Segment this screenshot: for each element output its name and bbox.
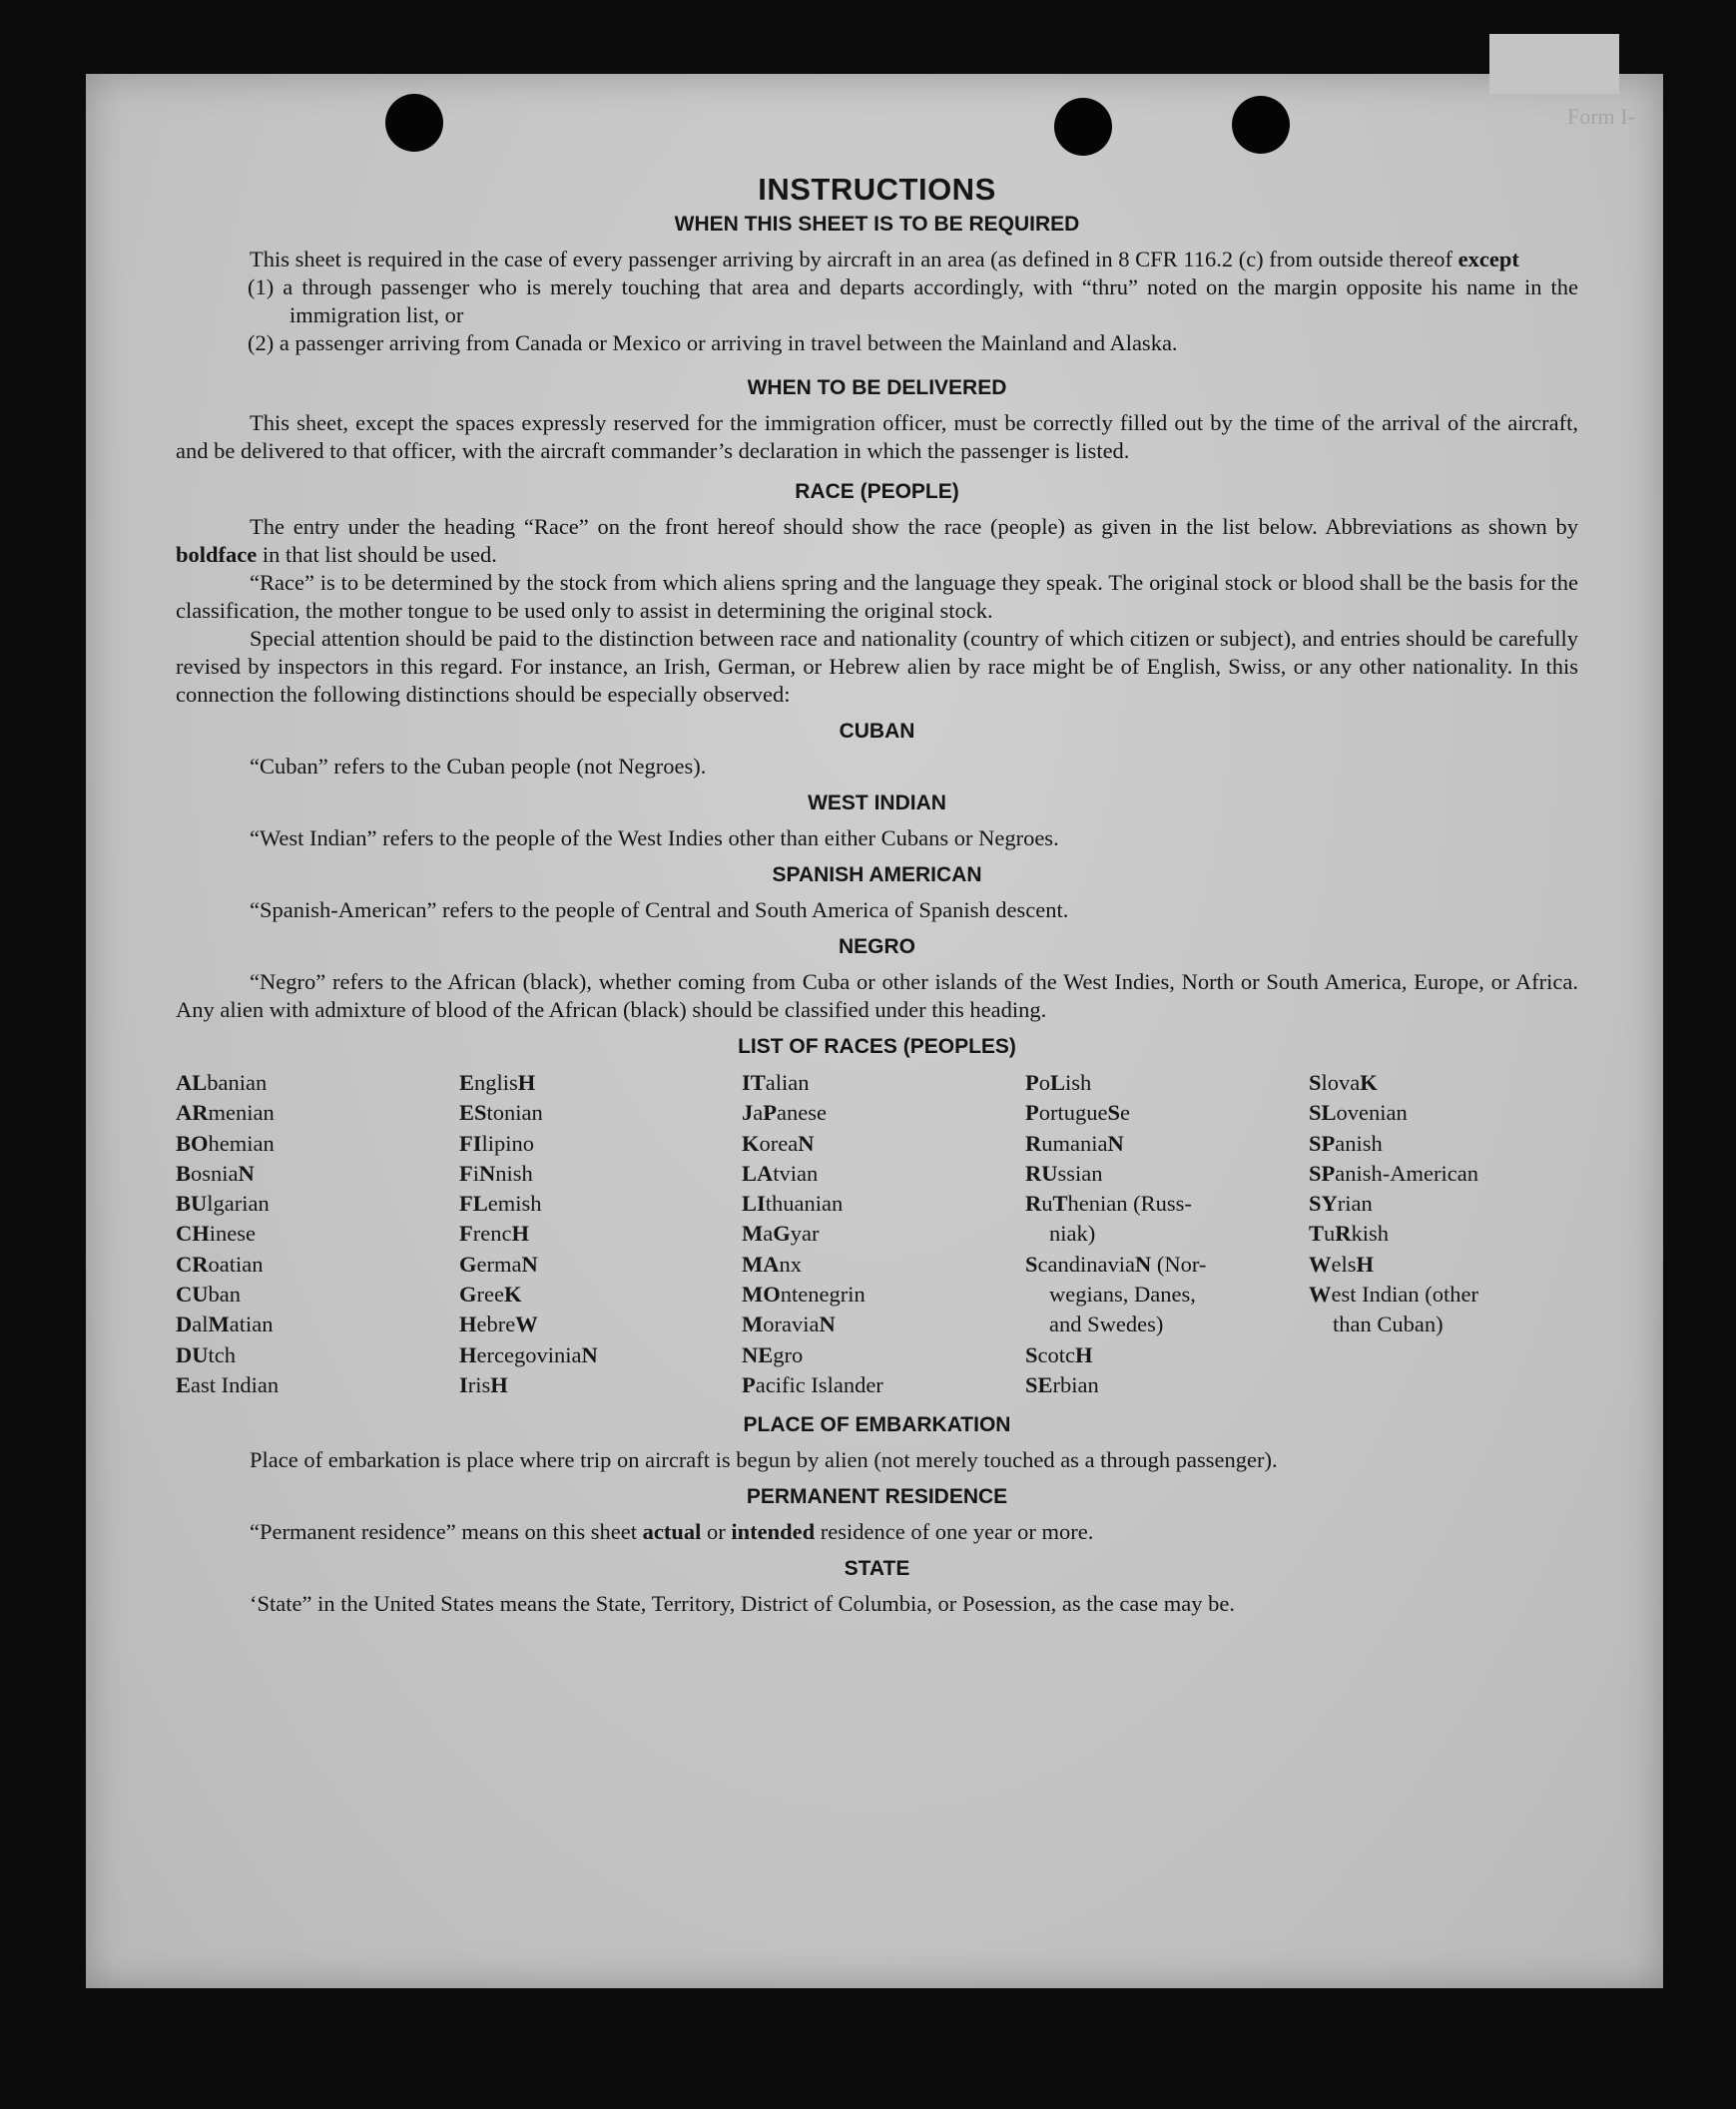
race-entry: RumaniaN [1025,1130,1124,1156]
when-delivered-text: This sheet, except the spaces expressly reserved for the immigration officer, must be correctly filled out by the time of the arrival of the aircraft, and be delivered to that officer, with the aircraft commander’s declaration in which the passenger is listed. [176,410,1578,463]
races-column [742,1068,1025,1400]
punch-hole [1054,98,1112,156]
race-entry: EnglisH [459,1070,536,1095]
race-entry: West Indian (other [1309,1282,1478,1308]
race-entry: MAnx [742,1251,802,1277]
heading-state: STATE [844,1557,910,1581]
heading-when-delivered: WHEN TO BE DELIVERED [747,376,1007,399]
state-text: ‘State” in the United States means the State, Territory, District of Columbia, or Posession, as the case may be. [250,1591,1235,1617]
race-entry: DalMatian [176,1312,274,1337]
embarkation-text: Place of embarkation is place where trip on aircraft is begun by alien (not merely touched as a through passenger). [250,1447,1278,1473]
when-required-item-2: (2) a passenger arriving from Canada or Mexico or arriving in travel between the Mainland and Alaska. [248,330,1178,355]
race-entry: CUban [176,1282,241,1308]
race-entry: CHinese [176,1221,256,1247]
race-entry: ALbanian [176,1070,268,1095]
heading-list-of-races: LIST OF RACES (PEOPLES) [738,1035,1016,1058]
race-entry: niak) [1049,1221,1096,1247]
race-entry: ScotcH [1025,1341,1093,1367]
heading-race: RACE (PEOPLE) [795,480,959,503]
instructions-content [176,172,1578,1618]
races-column [176,1068,459,1400]
heading-cuban: CUBAN [839,720,915,743]
race-entry: JaPanese [742,1100,827,1126]
race-entry: MoraviaN [742,1312,836,1337]
race-entry: FIlipino [459,1130,535,1156]
race-entry: DUtch [176,1341,236,1367]
spanish-american-text: “Spanish-American” refers to the people of Central and South America of Spanish descent. [250,897,1069,922]
race-entry: RuThenian (Russ- [1025,1191,1192,1217]
race-entry: and Swedes) [1049,1312,1164,1337]
heading-permanent-residence: PERMANENT RESIDENCE [746,1485,1008,1509]
race-entry: GermaN [459,1251,538,1277]
race-entry: BosniaN [176,1160,255,1186]
race-entry: TuRkish [1309,1221,1390,1247]
race-entry: FiNnish [459,1160,533,1186]
race-entry: FLemish [459,1191,542,1217]
negro-text: “Negro” refers to the African (black), whether coming from Cuba or other islands of the West Indies, North or South America, Europe, or Africa. Any alien with admixture of blood of the African (black) should be classified under this heading. [176,969,1578,1022]
race-entry: than Cuban) [1333,1312,1444,1337]
race-entry: SYrian [1309,1191,1373,1217]
race-entry: SPanish [1309,1130,1383,1156]
race-entry: KoreaN [742,1130,815,1156]
race-entry: ITalian [742,1070,810,1095]
race-entry: SPanish-American [1309,1160,1478,1186]
heading-negro: NEGRO [838,935,915,958]
page-title: INSTRUCTIONS [758,172,996,207]
race-paragraph-3: Special attention should be paid to the distinction between race and nationality (country of which citizen or subject), and entries should be carefully revised by inspectors in this regard. For instance, an Irish, German, or Hebrew alien by race might be of English, Swiss, or any other nationality. In this connection the following distinctions should be especially observed: [176,626,1578,707]
race-entry: FrencH [459,1221,529,1247]
race-entry: SErbian [1025,1371,1099,1397]
when-required-item-1: (1) a through passenger who is merely touching that area and departs accordingly, with “thru” noted on the margin opposite his name in the immigration list, or [248,274,1578,327]
race-entry: ARmenian [176,1100,275,1126]
residence-text: “Permanent residence” means on this sheet actual or intended residence of one year or more. [250,1519,1094,1545]
race-entry: BUlgarian [176,1191,270,1217]
race-entry: BOhemian [176,1130,275,1156]
sheet-edge [1489,34,1619,94]
race-entry: RUssian [1025,1160,1103,1186]
race-entry: WelsH [1309,1251,1375,1277]
heading-when-required: WHEN THIS SHEET IS TO BE REQUIRED [674,213,1080,236]
race-entry: LAtvian [742,1160,819,1186]
race-entry: IrisH [459,1371,508,1397]
race-entry: GreeK [459,1282,522,1308]
race-entry: wegians, Danes, [1049,1282,1196,1308]
race-paragraph-1: The entry under the heading “Race” on the front hereof should show the race (people) as given in the list below. Abbreviations as shown by boldface in that list should be used. [176,514,1578,567]
races-column [1025,1068,1309,1400]
race-entry: HebreW [459,1312,538,1337]
west-indian-text: “West Indian” refers to the people of the West Indies other than either Cubans or Negroes. [250,825,1059,850]
race-paragraph-2: “Race” is to be determined by the stock from which aliens spring and the language they speak. The original stock or blood shall be the basis for the classification, the mother tongue to be used only to assist in determining the original stock. [176,570,1578,623]
race-entry: NEgro [742,1341,804,1367]
punch-hole [385,94,443,152]
heading-spanish-american: SPANISH AMERICAN [772,863,982,886]
race-entry: CRoatian [176,1251,264,1277]
race-entry: SLovenian [1309,1100,1408,1126]
race-entry: PoLish [1025,1070,1092,1095]
cuban-text: “Cuban” refers to the Cuban people (not Negroes). [250,754,707,779]
race-entry: East Indian [176,1371,280,1397]
race-entry: SlovaK [1309,1070,1378,1095]
race-entry: HercegoviniaN [459,1341,598,1367]
race-entry: Pacific Islander [742,1371,883,1397]
form-number: Form I- [1567,104,1635,129]
race-entry: MaGyar [742,1221,820,1247]
race-entry: LIthuanian [742,1191,844,1217]
race-entry: MOntenegrin [742,1282,866,1308]
race-entry: EStonian [459,1100,543,1126]
races-column [459,1068,742,1400]
races-list [176,1068,1578,1400]
races-column [1309,1068,1578,1400]
when-required-intro: This sheet is required in the case of every passenger arriving by aircraft in an area (as defined in 8 CFR 116.2 (c) from outside thereof except [250,247,1519,271]
race-entry: PortugueSe [1025,1100,1130,1126]
race-entry: ScandinaviaN (Nor- [1025,1251,1207,1277]
punch-hole [1232,96,1290,154]
heading-west-indian: WEST INDIAN [808,791,946,814]
heading-embarkation: PLACE OF EMBARKATION [743,1413,1011,1437]
